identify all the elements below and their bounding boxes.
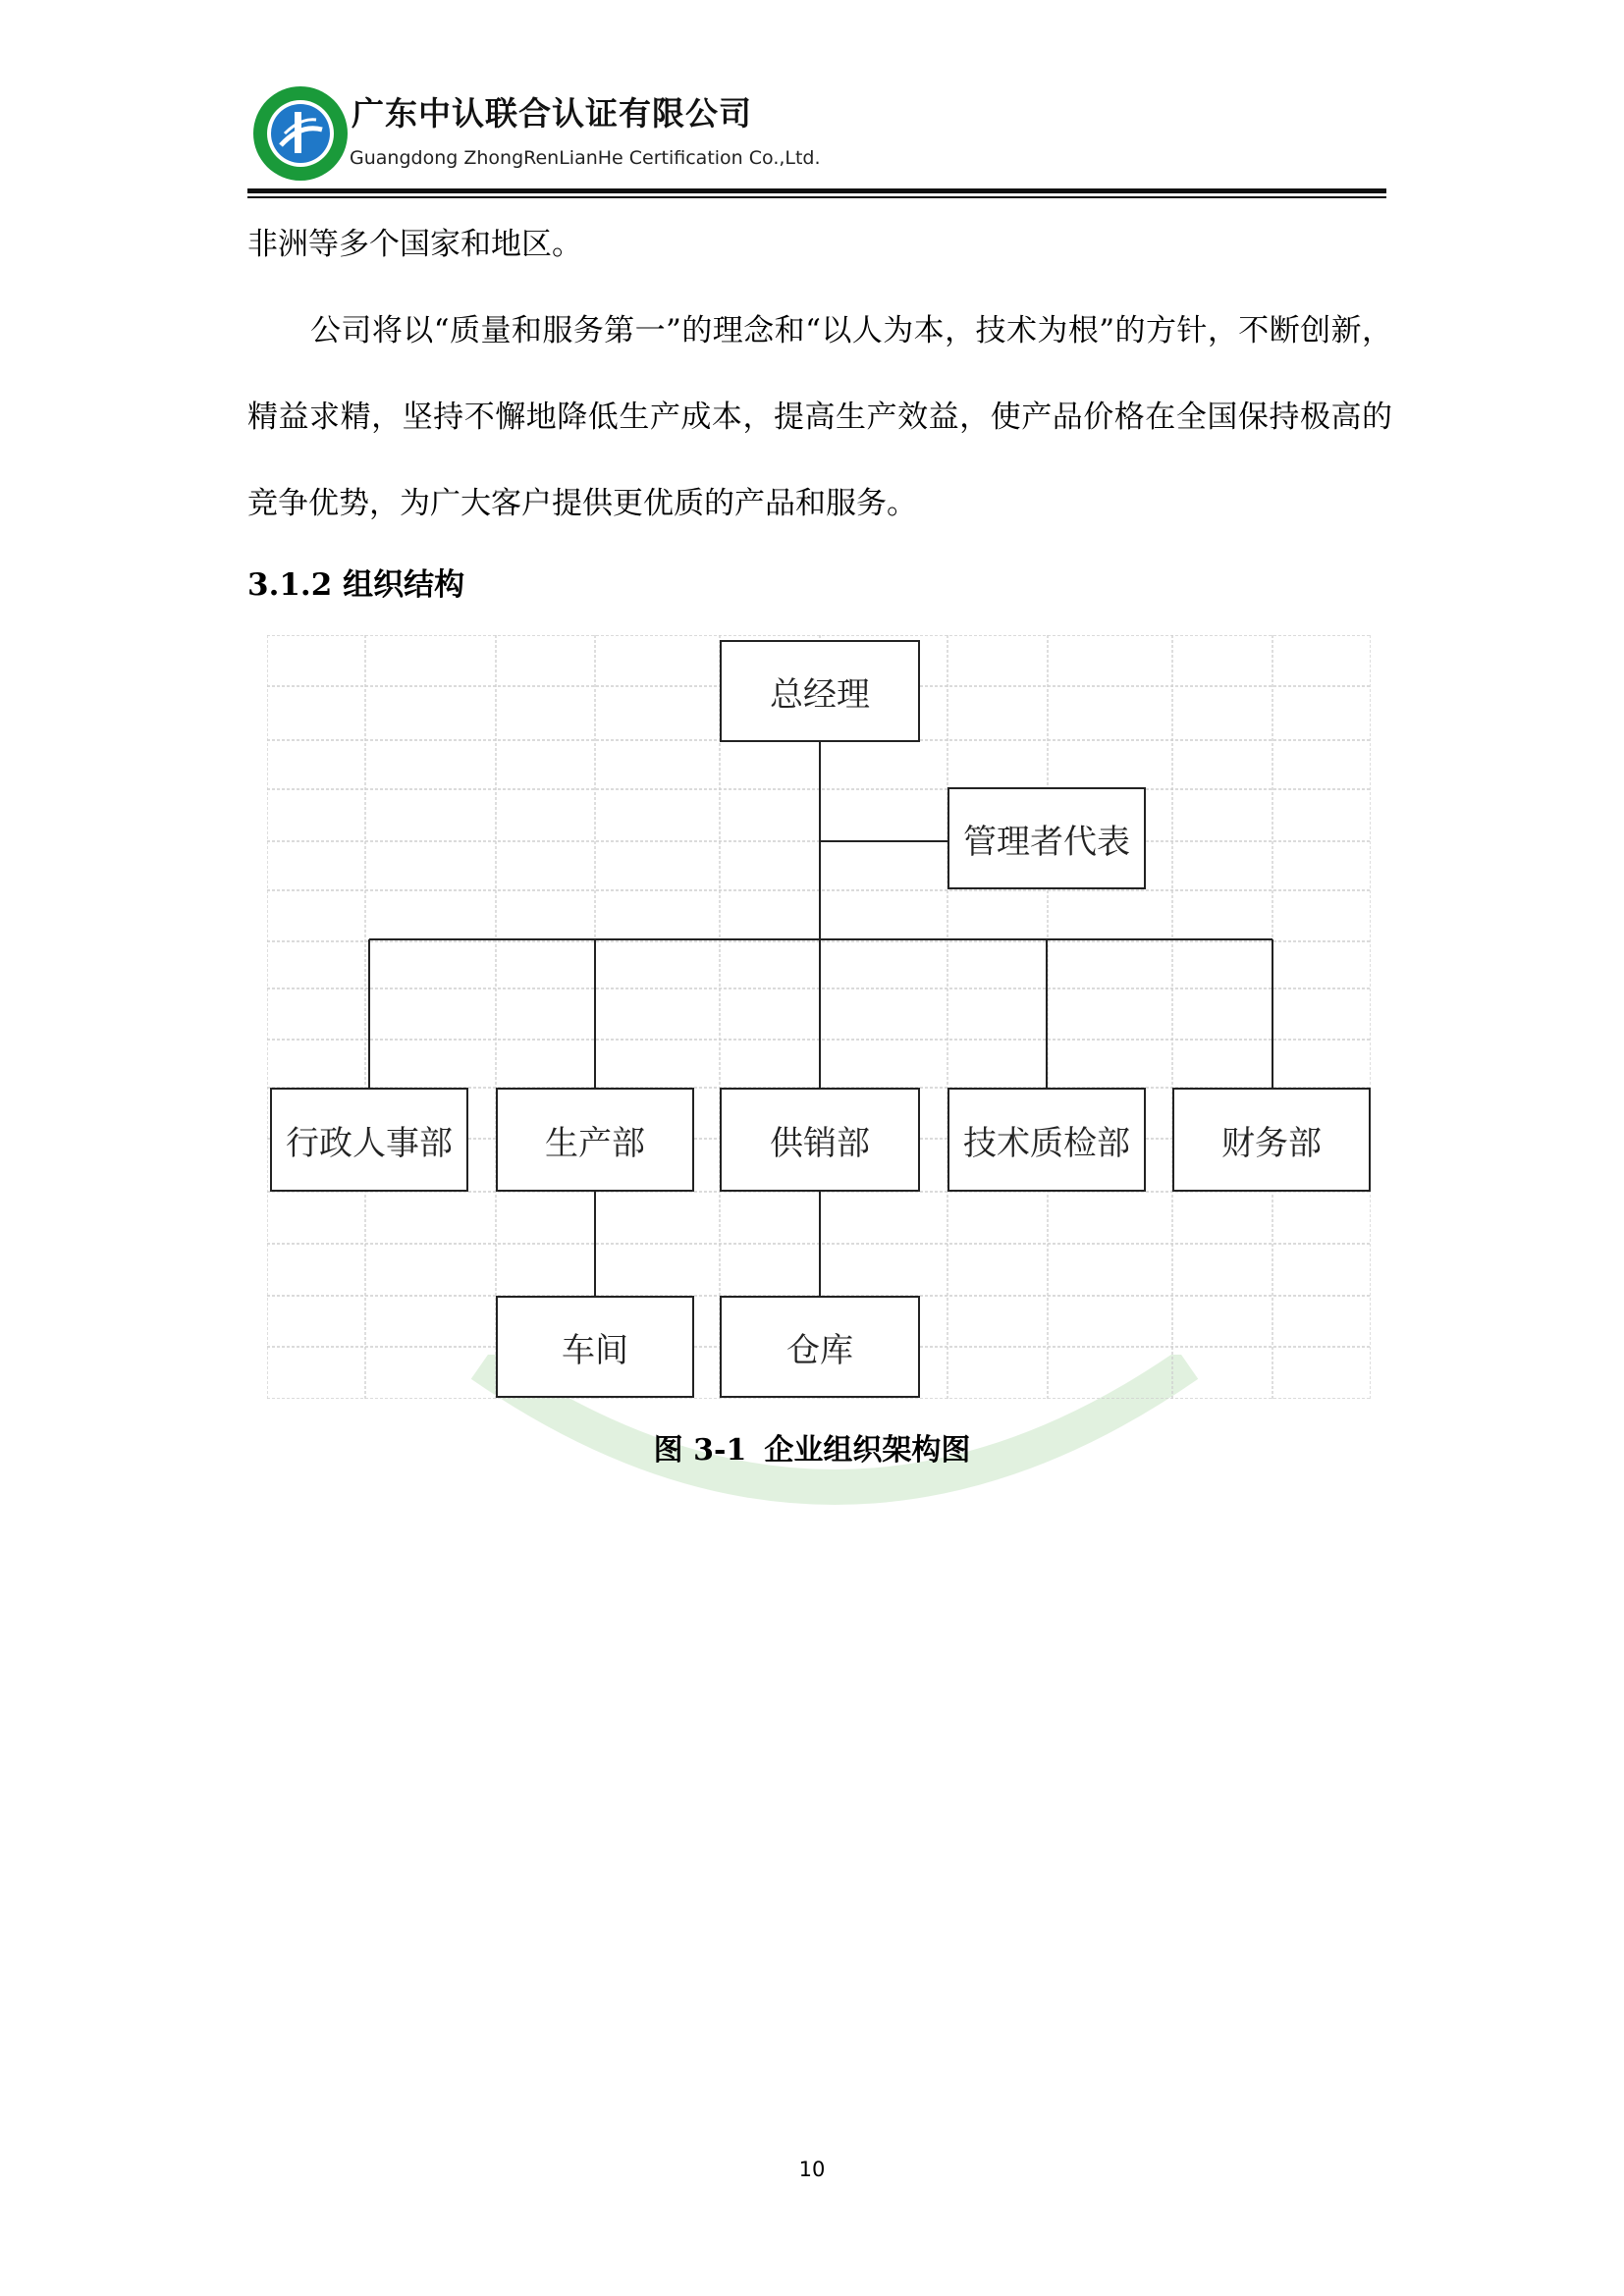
node-management-representative: 管理者代表 — [947, 787, 1146, 889]
node-dept-production: 生产部 — [496, 1088, 694, 1192]
org-chart-canvas — [267, 635, 1371, 1399]
page-header — [247, 79, 1386, 194]
figure-caption — [0, 1425, 1624, 1468]
node-dept-sales: 供销部 — [720, 1088, 920, 1192]
company-name-en: Guangdong ZhongRenLianHe Certification Co.,Ltd. — [350, 147, 821, 169]
org-chart — [267, 635, 1371, 1399]
header-rule-thick — [247, 188, 1386, 193]
node-warehouse: 仓库 — [720, 1296, 920, 1398]
company-logo — [251, 84, 350, 183]
node-dept-finance: 财务部 — [1172, 1088, 1371, 1192]
node-dept-tech-quality: 技术质检部 — [947, 1088, 1146, 1192]
paragraph-2: 公司将以“质量和服务第一”的理念和“以人为本，技术为根”的方针，不断创新，精益求精，坚持不懈地降低生产成本，提高生产效益，使产品价格在全国保持极高的竞争优势，为广大客户提供更优质的产品和服务。 — [247, 313, 1392, 521]
company-name-cn: 广东中认联合认证有限公司 — [352, 94, 752, 133]
paragraph-1: 非洲等多个国家和地区。 — [247, 227, 582, 262]
node-general-manager: 总经理 — [720, 640, 920, 742]
figure-number: 图 3-1 — [653, 1433, 747, 1468]
section-heading: 3.1.2 组织结构 — [247, 567, 465, 603]
figure-title: 企业组织架构图 — [764, 1433, 971, 1468]
header-rule-thin — [247, 196, 1386, 198]
node-dept-admin-hr: 行政人事部 — [270, 1088, 468, 1192]
page-number: 10 — [798, 2158, 826, 2181]
node-workshop: 车间 — [496, 1296, 694, 1398]
